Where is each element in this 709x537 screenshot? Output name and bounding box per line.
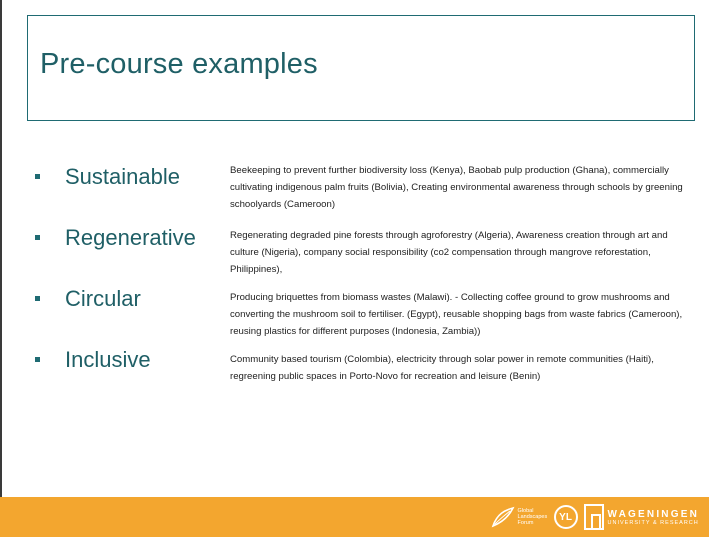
- term-label: Sustainable: [65, 164, 180, 189]
- bullet-icon: [35, 296, 40, 301]
- term-label: Inclusive: [65, 347, 151, 372]
- term-label: Circular: [65, 286, 141, 311]
- global-landscapes-forum-logo: [491, 506, 548, 528]
- bullet-icon: [35, 235, 40, 240]
- term-description: Beekeeping to prevent further biodiversity loss (Kenya), Baobab pulp production (Ghana), commercially cultivating indigenous palm fruits (Bolivia), Creating environmental awareness through schools by greening schoolyards (Cameroon): [230, 165, 683, 210]
- term-description: Producing briquettes from biomass wastes (Malawi). - Collecting coffee ground to grow mushrooms and converting the mushroom soil to fertiliser. (Egypt), reusable shopping bags from waste fabrics (Cameroon), reusing plastics for different purposes (Indonesia, Zambia)): [230, 292, 683, 337]
- youth-logo: YL: [554, 505, 578, 529]
- glf-logo-text: Global Landscapes Forum: [517, 508, 548, 526]
- term-label: Regenerative: [65, 225, 196, 250]
- term-description: Community based tourism (Colombia), electricity through solar power in remote communities (Haiti), regreening public spaces in Porto-Novo for recreation and leisure (Benin): [230, 354, 654, 382]
- slide-title: Pre-course examples: [40, 48, 318, 80]
- bullet-icon: [35, 174, 40, 179]
- term-description: Regenerating degraded pine forests through agroforestry (Algeria), Awareness creation through art and culture (Nigeria), company social responsibility (co2 compensation through mangrove reforestation, Philippines),: [230, 230, 668, 275]
- wageningen-mark-icon: [584, 504, 604, 530]
- wageningen-text: [608, 509, 699, 526]
- title-box: [27, 15, 695, 121]
- wageningen-name: WAGENINGEN: [607, 508, 699, 520]
- bullet-icon: [35, 357, 40, 362]
- leaf-icon: [491, 506, 515, 528]
- wageningen-subtitle: UNIVERSITY & RESEARCH: [607, 519, 699, 526]
- footer-logos: [491, 499, 699, 535]
- wageningen-logo: [584, 504, 699, 530]
- footer-bar: [0, 497, 709, 537]
- window-edge: [0, 0, 2, 497]
